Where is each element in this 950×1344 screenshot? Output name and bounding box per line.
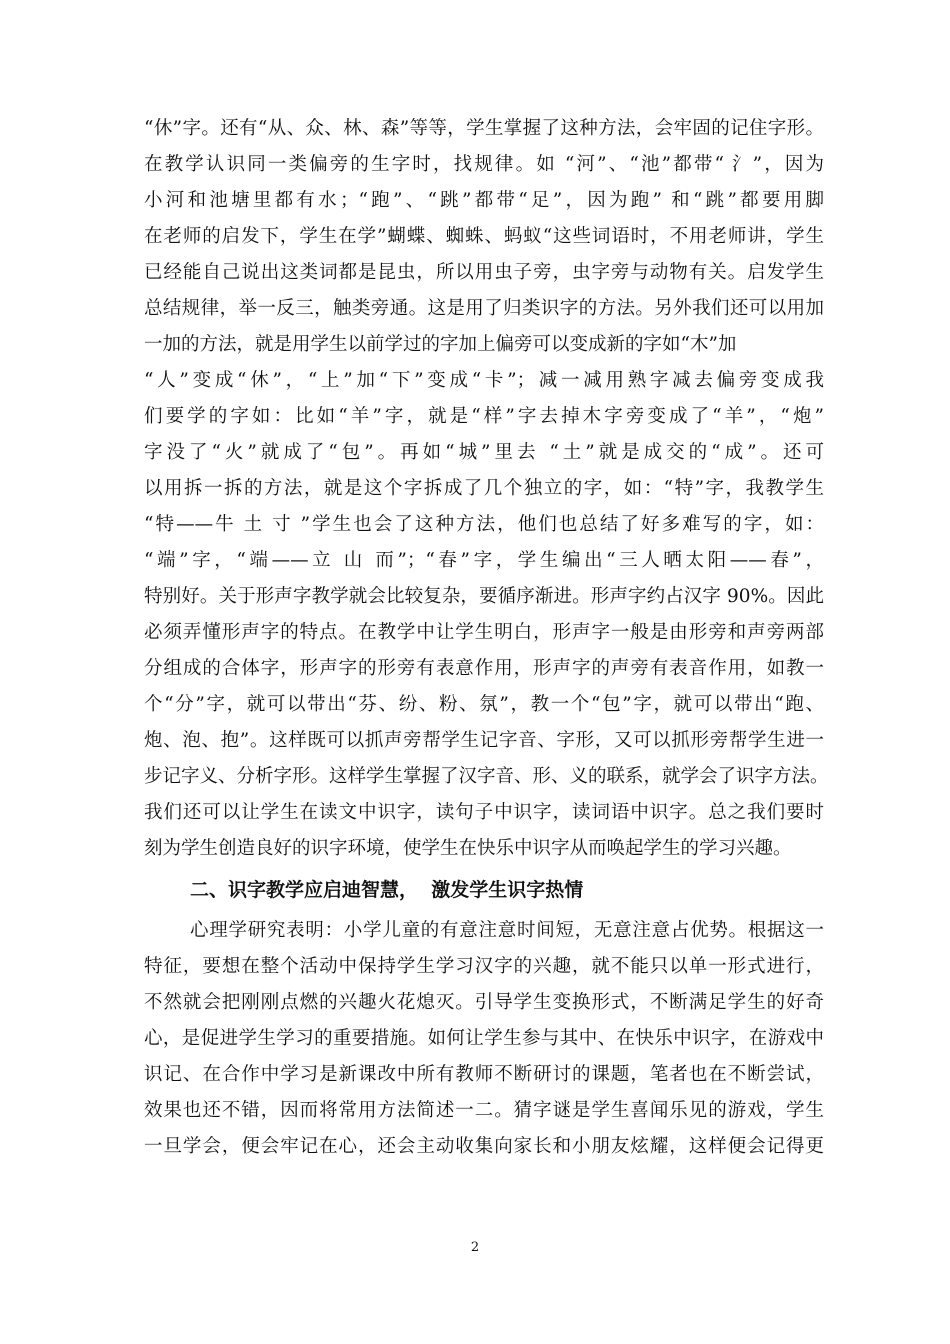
body-text-line: 效果也还不错，因而将常用方法简述一二。猜字谜是学生喜闻乐见的游戏，学生: [144, 1100, 824, 1121]
body-text-line: 不然就会把刚刚点燃的兴趣火花熄灭。引导学生变换形式，不断满足学生的好奇: [144, 992, 824, 1013]
body-text-line: 分组成的合体字，形声字的形旁有表意作用，形声字的声旁有表音作用，如教一: [144, 658, 824, 679]
body-text-line: 必须弄懂形声字的特点。在教学中让学生明白，形声字一般是由形旁和声旁两部: [144, 622, 824, 643]
body-text-line: “端”字，“端——立 山 而”；“春”字，学生编出“三人晒太阳——春”，: [144, 550, 824, 571]
body-text-line: 特征，要想在整个活动中保持学生学习汉字的兴趣，就不能只以单一形式进行，: [144, 956, 824, 977]
body-text-line: 总结规律，举一反三，触类旁通。这是用了归类识字的方法。另外我们还可以用加: [144, 298, 824, 319]
body-text-line: “特——牛 土 寸 ”学生也会了这种方法，他们也总结了好多难写的字，如：: [144, 514, 824, 535]
body-text-line: 个“分”字，就可以带出“芬、纷、粉、氛”，教一个“包”字，就可以带出“跑、: [144, 694, 824, 715]
page-number: 2: [470, 1240, 480, 1255]
body-text-line: 以用拆一拆的方法，就是这个字拆成了几个独立的字，如：“特”字，我教学生: [144, 478, 824, 499]
body-text-line: 一加的方法，就是用学生以前学过的字加上偏旁可以变成新的字如“木”加: [144, 334, 737, 355]
body-text-line: 一旦学会，便会牢记在心，还会主动收集向家长和小朋友炫耀，这样便会记得更: [144, 1136, 824, 1157]
body-text-line: “休”字。还有“从、众、林、森”等等，学生掌握了这种方法，会牢固的记住字形。: [144, 118, 824, 139]
body-text-line: 心理学研究表明：小学儿童的有意注意时间短，无意注意占优势。根据这一: [190, 920, 824, 941]
body-text-line: 我们还可以让学生在读文中识字，读句子中识字，读词语中识字。总之我们要时: [144, 802, 824, 823]
body-text-line: 刻为学生创造良好的识字环境，使学生在快乐中识字从而唤起学生的学习兴趣。: [144, 838, 792, 859]
body-text-line: 特别好。关于形声字教学就会比较复杂，要循序渐进。形声字约占汉字 90%。因此: [144, 586, 824, 607]
body-text-line: 们要学的字如：比如“羊”字，就是“样”字去掉木字旁变成了“羊”，“炮”: [144, 406, 824, 427]
body-text-line: “人”变成“休”，“上”加“下”变成“卡”；减一减用熟字减去偏旁变成我: [144, 370, 824, 391]
body-text-line: 字没了“火”就成了“包”。再如“城”里去 “土”就是成交的“成”。还可: [144, 442, 824, 463]
body-text-line: 识记、在合作中学习是新课改中所有教师不断研讨的课题，笔者也在不断尝试，: [144, 1064, 824, 1085]
body-text-line: 炮、泡、抱”。这样既可以抓声旁帮学生记字音、字形，又可以抓形旁帮学生进一: [144, 730, 824, 751]
body-text-line: 小河和池塘里都有水；“跑”、“跳”都带“足”，因为跑” 和“跳”都要用脚: [144, 190, 824, 211]
body-text-line: 步记字义、分析字形。这样学生掌握了汉字音、形、义的联系，就学会了识字方法。: [144, 766, 829, 787]
body-text-line: 在老师的启发下，学生在学”蝴蝶、蜘蛛、蚂蚁“这些词语时，不用老师讲，学生: [144, 226, 824, 247]
body-text-line: 已经能自己说出这类词都是昆虫，所以用虫子旁，虫字旁与动物有关。启发学生: [144, 262, 824, 283]
body-text-line: 心，是促进学生学习的重要措施。如何让学生参与其中、在快乐中识字，在游戏中: [144, 1028, 824, 1049]
body-text-line: 在教学认识同一类偏旁的生字时，找规律。如 “河”、“池”都带“ 氵”，因为: [144, 154, 824, 175]
section-heading: 二、识字教学应启迪智慧， 激发学生识字热情: [190, 879, 584, 901]
